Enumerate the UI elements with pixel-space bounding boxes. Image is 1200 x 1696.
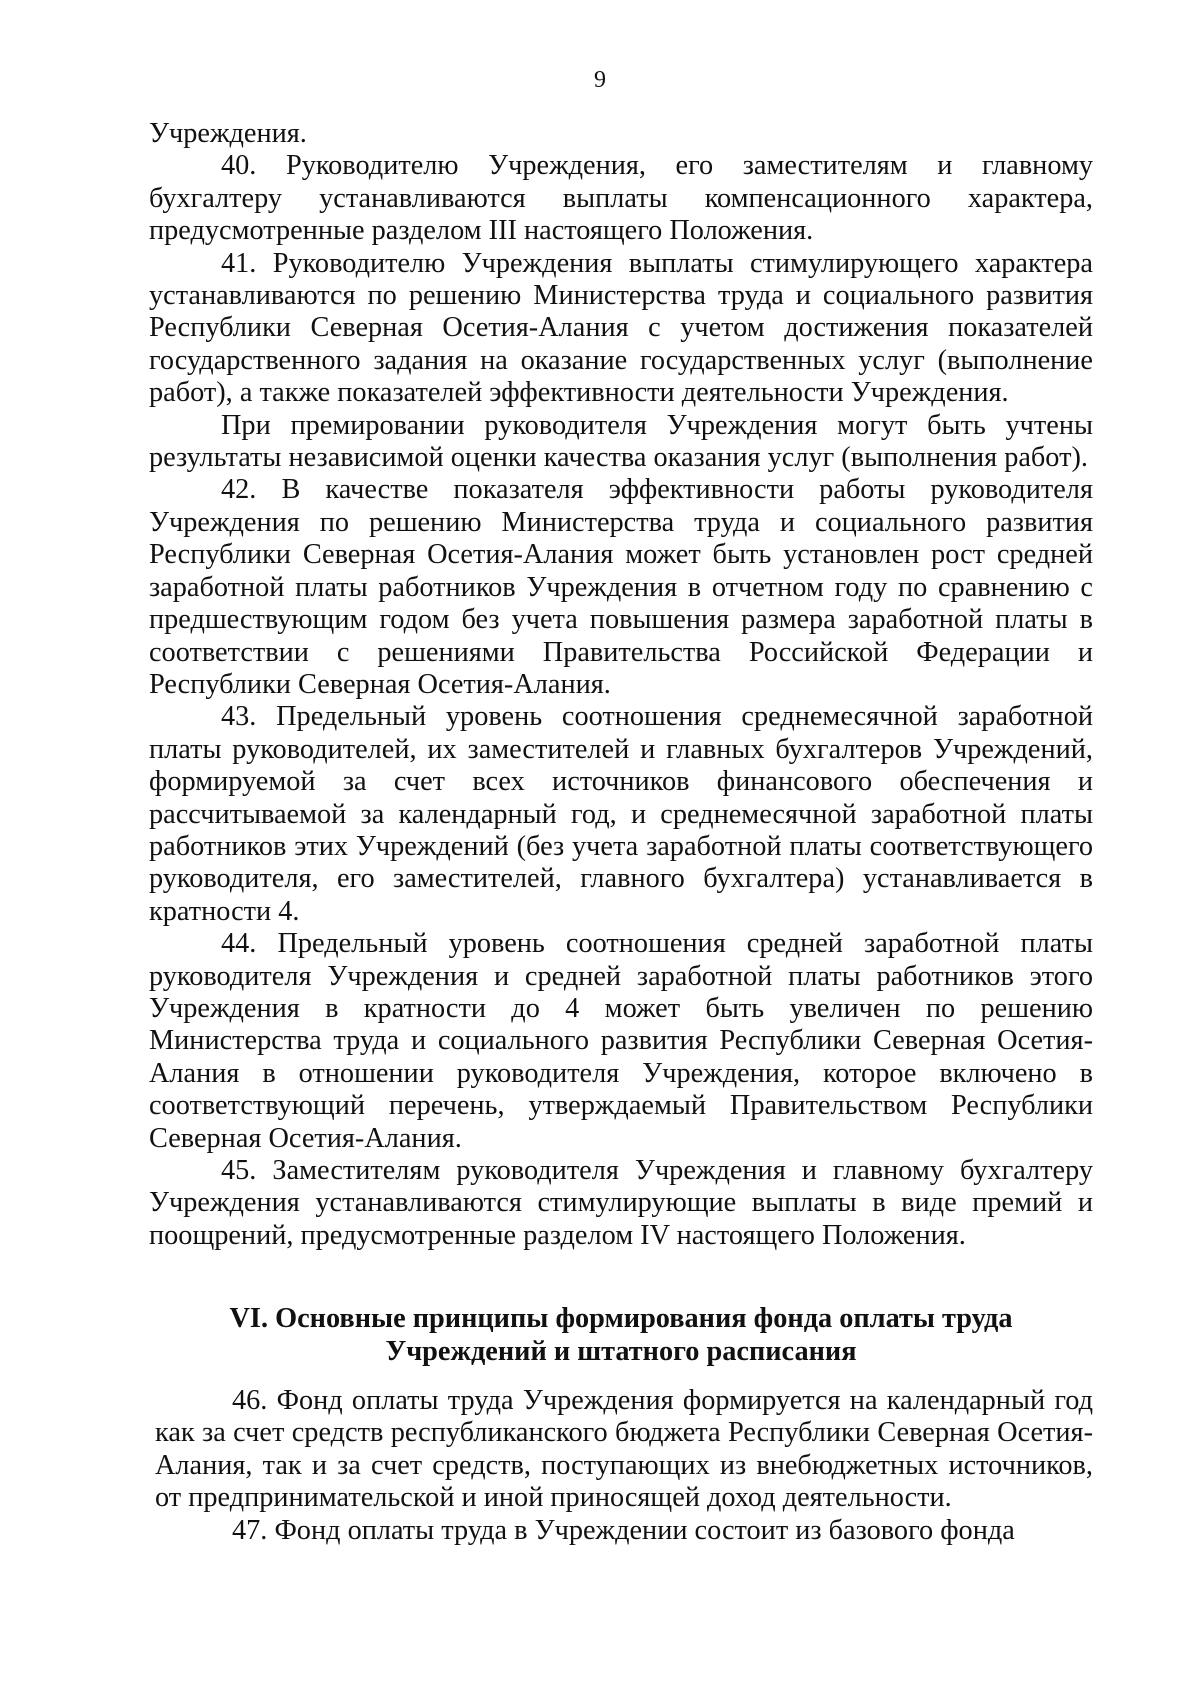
paragraph-40: 40. Руководителю Учреждения, его заместителям и главному бухгалтеру устанавливаются выплаты компенсационного характера, предусмотренные разделом III настоящего Положения.	[149, 150, 1093, 247]
paragraph-continuation: Учреждения.	[149, 118, 307, 149]
section-heading-line-1: VI. Основные принципы формирования фонда оплаты труда	[229, 1303, 1013, 1334]
page-number: 9	[594, 67, 606, 93]
paragraph-43: 43. Предельный уровень соотношения среднемесячной заработной платы руководителей, их заместителей и главных бухгалтеров Учреждений, формируемой за счет всех источников финансового обеспечения и рассчитываемой за календарный год, и среднемесячной заработной платы работников этих Учреждений (без учета заработной платы соответствующего руководителя, его заместителей, главного бухгалтера) устанавливается в кратности 4.	[149, 701, 1093, 927]
paragraph-45: 45. Заместителям руководителя Учреждения и главному бухгалтеру Учреждения устанавливаются стимулирующие выплаты в виде премий и поощрений, предусмотренные разделом IV настоящего Положения.	[149, 1155, 1093, 1251]
paragraph-41: 41. Руководителю Учреждения выплаты стимулирующего характера устанавливаются по решению Министерства труда и социального развития Республики Северная Осетия-Алания с учетом достижения показателей государственного задания на оказание государственных услуг (выполнение работ), а также показателей эффективности деятельности Учреждения.	[149, 247, 1093, 409]
paragraph-41-bonus-note: При премировании руководителя Учреждения могут быть учтены результаты независимой оценки качества оказания услуг (выполнения работ).	[149, 409, 1093, 474]
document-body-bottom	[155, 1385, 1093, 1547]
section-heading-line-2: Учреждений и штатного расписания	[385, 1336, 857, 1367]
paragraph-44: 44. Предельный уровень соотношения средней заработной платы руководителя Учреждения и средней заработной платы работников этого Учреждения в кратности до 4 может быть увеличен по решению Министерства труда и социального развития Республики Северная Осетия-Алания в отношении руководителя Учреждения, которое включено в соответствующий перечень, утверждаемый Правительством Республики Северная Осетия-Алания.	[149, 928, 1093, 1154]
section-heading	[149, 1302, 1093, 1368]
paragraph-46: 46. Фонд оплаты труда Учреждения формируется на календарный год как за счет средств республиканского бюджета Республики Северная Осетия-Алания, так и за счет средств, поступающих из внебюджетных источников, от предпринимательской и иной приносящей доход деятельности.	[155, 1385, 1093, 1514]
document-body-top	[149, 118, 1093, 1252]
paragraph-42: 42. В качестве показателя эффективности работы руководителя Учреждения по решению Министерства труда и социального развития Республики Северная Осетия-Алания может быть установлен рост средней заработной платы работников Учреждения в отчетном году по сравнению с предшествующим годом без учета повышения размера заработной платы в соответствии с решениями Правительства Российской Федерации и Республики Северная Осетия-Алания.	[149, 474, 1093, 700]
paragraph-47: 47. Фонд оплаты труда в Учреждении состоит из базового фонда	[232, 1514, 1015, 1546]
